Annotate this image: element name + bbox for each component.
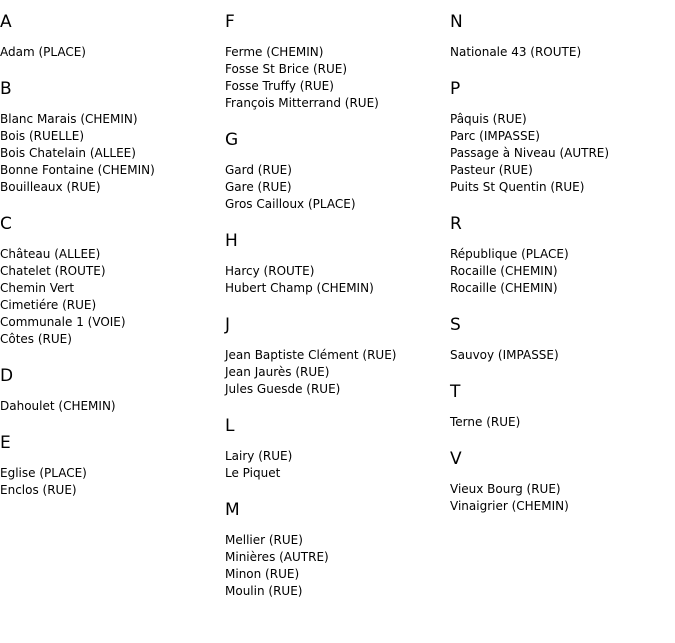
letter-section — [225, 229, 445, 297]
street-item: Côtes (RUE) — [0, 332, 72, 346]
letter-heading: E — [0, 433, 11, 453]
street-item: Pasteur (RUE) — [450, 163, 533, 177]
letter-section — [225, 498, 445, 600]
street-item: Puits St Quentin (RUE) — [450, 180, 585, 194]
letter-section — [450, 77, 670, 196]
letter-section — [0, 431, 220, 499]
letter-section — [450, 380, 670, 431]
letter-heading: M — [225, 500, 240, 520]
street-item: Rocaille (CHEMIN) — [450, 281, 558, 295]
street-item: Le Piquet — [225, 466, 281, 480]
letter-section — [225, 128, 445, 213]
letter-heading: D — [0, 366, 14, 386]
street-list — [225, 347, 445, 398]
letter-heading: L — [225, 416, 235, 436]
street-item: Enclos (RUE) — [0, 483, 77, 497]
street-list — [225, 162, 445, 213]
street-item: Château (ALLEE) — [0, 247, 101, 261]
street-list — [450, 246, 670, 297]
street-item: Adam (PLACE) — [0, 45, 86, 59]
street-item: Mellier (RUE) — [225, 533, 303, 547]
street-item: Sauvoy (IMPASSE) — [450, 348, 559, 362]
street-list — [225, 44, 445, 112]
street-item: Jules Guesde (RUE) — [225, 382, 341, 396]
letter-heading: S — [450, 315, 461, 335]
street-item: Chemin Vert — [0, 281, 75, 295]
street-list — [225, 448, 445, 482]
street-item: Bouilleaux (RUE) — [0, 180, 101, 194]
letter-section — [0, 364, 220, 415]
street-item: Passage à Niveau (AUTRE) — [450, 146, 610, 160]
street-list — [0, 465, 220, 499]
street-item: Cimetiére (RUE) — [0, 298, 97, 312]
street-item: Jean Jaurès (RUE) — [225, 365, 330, 379]
street-item: Fosse St Brice (RUE) — [225, 62, 348, 76]
letter-section — [450, 313, 670, 364]
street-item: Fosse Truffy (RUE) — [225, 79, 334, 93]
letter-heading: C — [0, 214, 12, 234]
letter-section — [0, 10, 220, 61]
letter-heading: B — [0, 79, 12, 99]
letter-section — [0, 212, 220, 348]
street-item: Gros Cailloux (PLACE) — [225, 197, 356, 211]
street-list — [450, 481, 670, 515]
street-list — [450, 347, 670, 364]
letter-section — [450, 212, 670, 297]
letter-section — [450, 447, 670, 515]
letter-section — [225, 313, 445, 398]
street-item: Bois Chatelain (ALLEE) — [0, 146, 136, 160]
street-item: Terne (RUE) — [450, 415, 521, 429]
street-list — [450, 111, 670, 196]
letter-section — [225, 10, 445, 112]
street-list — [0, 111, 220, 196]
street-item: Minon (RUE) — [225, 567, 300, 581]
letter-heading: P — [450, 79, 461, 99]
letter-heading: G — [225, 130, 239, 150]
letter-section — [0, 77, 220, 196]
letter-heading: V — [450, 449, 462, 469]
street-list — [0, 44, 220, 61]
street-item: Vieux Bourg (RUE) — [450, 482, 561, 496]
street-list — [0, 246, 220, 348]
street-item: Minières (AUTRE) — [225, 550, 329, 564]
street-item: Parc (IMPASSE) — [450, 129, 540, 143]
street-item: Chatelet (ROUTE) — [0, 264, 106, 278]
letter-heading: J — [225, 315, 231, 335]
street-list — [450, 44, 670, 61]
letter-heading: F — [225, 12, 235, 32]
letter-heading: R — [450, 214, 462, 234]
street-item: Rocaille (CHEMIN) — [450, 264, 558, 278]
street-list — [0, 398, 220, 415]
letter-heading: H — [225, 231, 238, 251]
letter-heading: T — [450, 382, 461, 402]
street-item: Dahoulet (CHEMIN) — [0, 399, 116, 413]
street-item: Harcy (ROUTE) — [225, 264, 315, 278]
street-list — [450, 414, 670, 431]
street-item: Eglise (PLACE) — [0, 466, 87, 480]
letter-heading: N — [450, 12, 463, 32]
index-column — [225, 10, 445, 616]
street-item: Lairy (RUE) — [225, 449, 293, 463]
street-item: François Mitterrand (RUE) — [225, 96, 379, 110]
street-list — [225, 263, 445, 297]
street-list — [225, 532, 445, 600]
street-item: République (PLACE) — [450, 247, 569, 261]
index-column — [450, 10, 670, 531]
street-item: Vinaigrier (CHEMIN) — [450, 499, 569, 513]
street-item: Hubert Champ (CHEMIN) — [225, 281, 374, 295]
street-item: Jean Baptiste Clément (RUE) — [225, 348, 397, 362]
street-item: Pâquis (RUE) — [450, 112, 527, 126]
letter-section — [450, 10, 670, 61]
street-item: Blanc Marais (CHEMIN) — [0, 112, 138, 126]
street-item: Bois (RUELLE) — [0, 129, 84, 143]
street-item: Ferme (CHEMIN) — [225, 45, 324, 59]
index-column — [0, 10, 220, 515]
street-item: Communale 1 (VOIE) — [0, 315, 126, 329]
street-item: Gard (RUE) — [225, 163, 292, 177]
street-item: Gare (RUE) — [225, 180, 292, 194]
street-item: Nationale 43 (ROUTE) — [450, 45, 582, 59]
street-item: Moulin (RUE) — [225, 584, 303, 598]
letter-section — [225, 414, 445, 482]
street-item: Bonne Fontaine (CHEMIN) — [0, 163, 155, 177]
letter-heading: A — [0, 12, 12, 32]
